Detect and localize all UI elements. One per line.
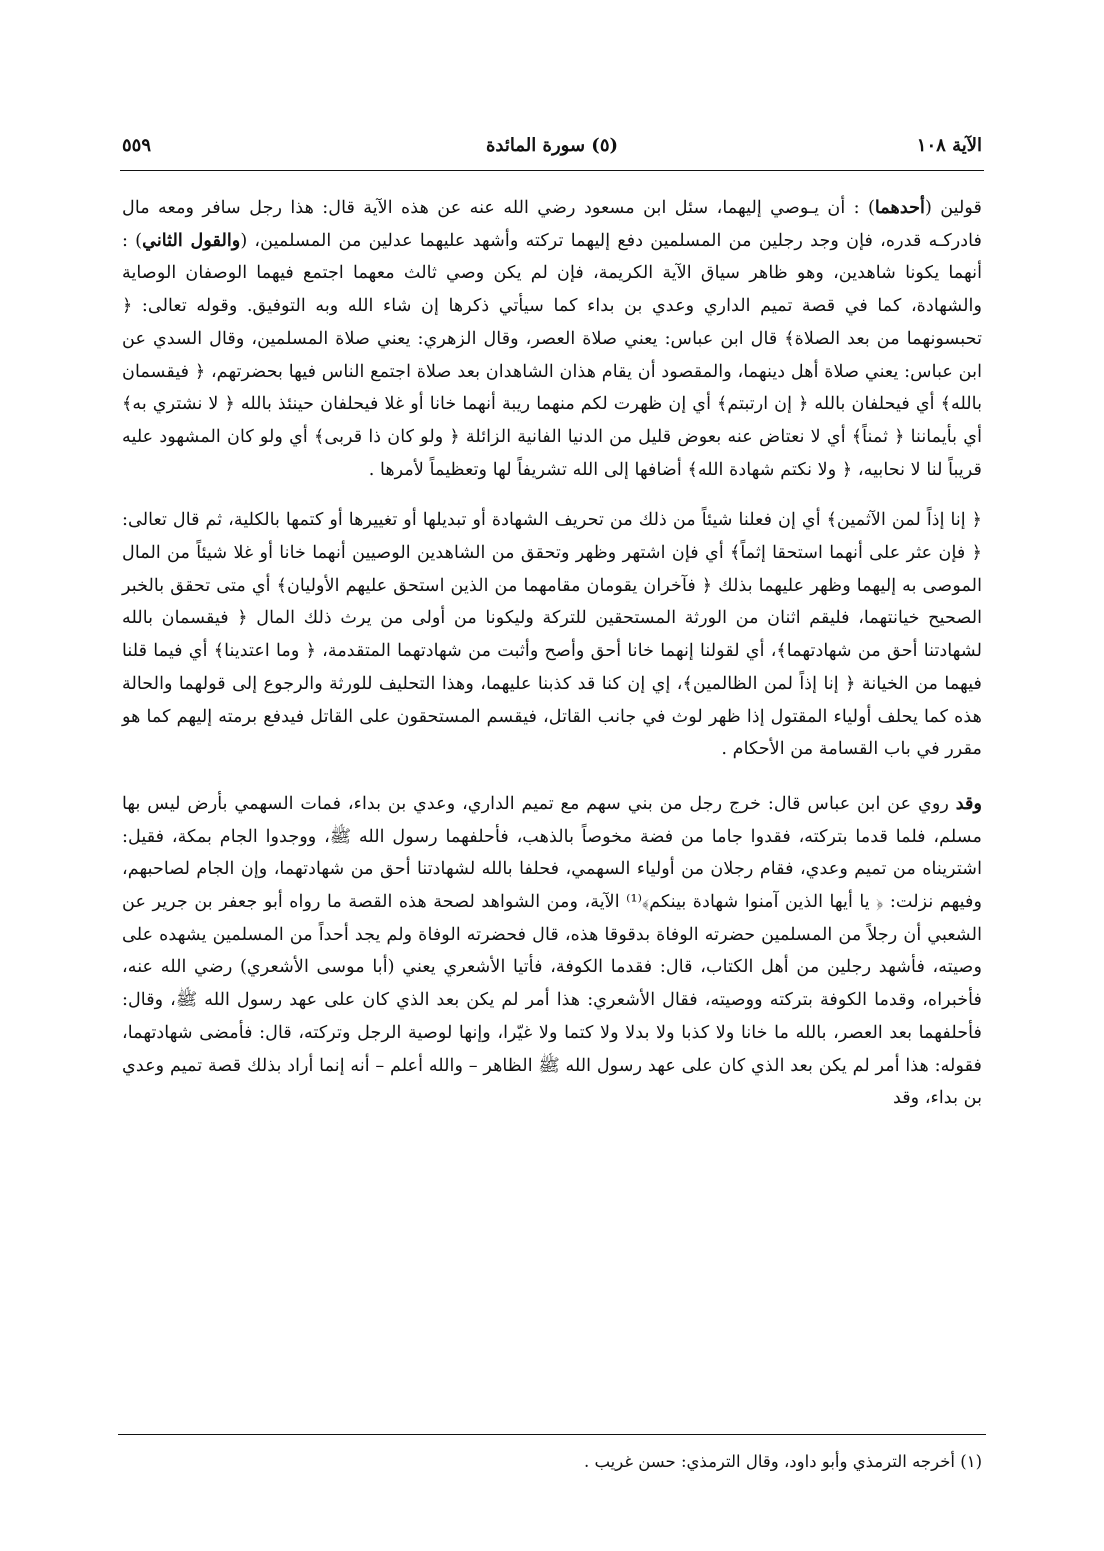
page-header bbox=[122, 128, 982, 162]
footnote: (١) أخرجه الترمذي وأبو داود، وقال الترمذي: حسن غريب . bbox=[583, 1452, 982, 1471]
header-rule bbox=[120, 170, 984, 171]
text-run: ) : أن يـوصي إليهما، سئل ابن مسعود رضي الله عنه عن هذه الآية قال: هذا رجل سافر ومعه مال فادركـه قدره، فإن وجد رجلين من المسلمين دفع إليهما تركته وأشهد عليهما عدلين من المسلمين، ( bbox=[122, 198, 982, 251]
bold-term: أحدهما bbox=[874, 197, 925, 218]
paragraph-1 bbox=[122, 192, 982, 486]
paragraph-3 bbox=[122, 788, 982, 1115]
main-text bbox=[122, 192, 982, 1115]
bold-term: وقد bbox=[955, 792, 982, 814]
text-run: روي عن ابن عباس قال: خرج رجل من بني سهم مع تميم الداري، وعدي بن بداء، فمات السهمي بأرض ليس بها مسلم، فلما قدما بتركته، فقدوا جاما من فضة مخوصاً بالذهب، فأحلفهما رسول الله ﷺ، ووجدوا الجام بمكة، فقيل: اشتريناه من تميم وعدي، فقام رجلان من أولياء السهمي، فحلفا بالله لشهادتنا أحق من شهادتهما، وإن الجام لصاحبهم، وفيهم نزلت: ﴿ يا أيها الذين آمنوا شهادة بينكم﴾⁽¹⁾ الآية، ومن الشواهد لصحة هذه القصة ما رواه أبو جعفر بن جرير عن الشعبي أن رجلاً من المسلمين حضرته الوفاة بدقوقا هذه، قال فحضرته الوفاة ولم يجد أحداً من المسلمين يشهده على وصيته، فأشهد رجلين من أهل الكتاب، قال: فقدما الكوفة، فأتيا الأشعري يعني (أبا موسى الأشعري) رضي الله عنه، فأخبراه، وقدما الكوفة بتركته ووصيته، فقال الأشعري: هذا أمر لم يكن بعد الذي كان على عهد رسول الله ﷺ، وقال: فأحلفهما بعد العصر، بالله ما خانا ولا كذبا ولا بدلا ولا كتما ولا غيّرا، وإنها لوصية الرجل وتركته، قال: فأمضى شهادتهما، فقوله: هذا أمر لم يكن بعد الذي كان على عهد رسول الله ﷺ الظاهر – والله أعلم – أنه إنما أراد بذلك قصة تميم وعدي بن بداء، وقد bbox=[122, 793, 982, 1109]
text-run: ﴿ إنا إذاً لمن الآثمين﴾ أي إن فعلنا شيئاً من ذلك من تحريف الشهادة أو تبديلها أو تغييرها أو كتمها بالكلية، ثم قال تعالى: ﴿ فإن عثر على أنهما استحقا إثماً﴾ أي فإن اشتهر وظهر وتحقق من الشاهدين الوصيين أنهما خانا أو غلا شيئاً من المال الموصى به إليهما وظهر عليهما بذلك ﴿ فآخران يقومان مقامهما من الذين استحق عليهم الأوليان﴾ أي متى تحقق بالخبر الصحيح خيانتهما، فليقم اثنان من الورثة المستحقين للتركة وليكونا من أولى من يرث ذلك المال ﴿ فيقسمان بالله لشهادتنا أحق من شهادتهما﴾، أي لقولنا إنهما خانا أحق وأصح وأثبت من شهادتهما المتقدمة، ﴿ وما اعتدينا﴾ أي فيما قلنا فيهما من الخيانة ﴿ إنا إذاً لمن الظالمين﴾، إي إن كنا قد كذبنا عليهما، وهذا التحليف للورثة والرجوع إلى قولهما والحالة هذه كما يحلف أولياء المقتول إذا ظهر لوث في جانب القاتل، فيقسم المستحقون على القاتل فيدفع برمته إليهم كما هو مقرر في باب القسامة من الأحكام . bbox=[122, 510, 982, 760]
footnote-rule bbox=[118, 1434, 986, 1435]
surah-title: (٥) سورة المائدة bbox=[485, 134, 619, 156]
verse-number: الآية ١٠٨ bbox=[916, 134, 982, 156]
page-number: ٥٥٩ bbox=[122, 134, 152, 156]
text-run: قولين ( bbox=[924, 198, 982, 218]
text-run: ) : أنهما يكونا شاهدين، وهو ظاهر سياق الآية الكريمة، فإن لم يكن وصي ثالث معهما اجتمع فيهما الوصفان الوصاية والشهادة، كما في قصة تميم الداري وعدي بن بداء كما سيأتي ذكرها إن شاء الله وبه التوفيق. وقوله تعالى: ﴿ تحبسونهما من بعد الصلاة﴾ قال ابن عباس: يعني صلاة العصر، وقال الزهري: يعني صلاة المسلمين، وقال السدي عن ابن عباس: يعني صلاة أهل دينهما، والمقصود أن يقام هذان الشاهدان بعد صلاة اجتمع الناس فيها بحضرتهم، ﴿ فيقسمان بالله﴾ أي فيحلفان بالله ﴿ إن ارتبتم﴾ أي إن ظهرت لكم منهما ريبة أنهما خانا أو غلا فيحلفان حينئذ بالله ﴿ لا نشتري به﴾ أي بأيماننا ﴿ ثمناً﴾ أي لا نعتاض عنه بعوض قليل من الدنيا الفانية الزائلة ﴿ ولو كان ذا قربى﴾ أي ولو كان المشهود عليه قريباً لنا لا نحابيه، ﴿ ولا نكتم شهادة الله﴾ أضافها إلى الله تشريفاً لها وتعظيماً لأمرها . bbox=[122, 230, 982, 480]
paragraph-2 bbox=[122, 504, 982, 766]
bold-term: والقول الثاني bbox=[142, 229, 241, 251]
